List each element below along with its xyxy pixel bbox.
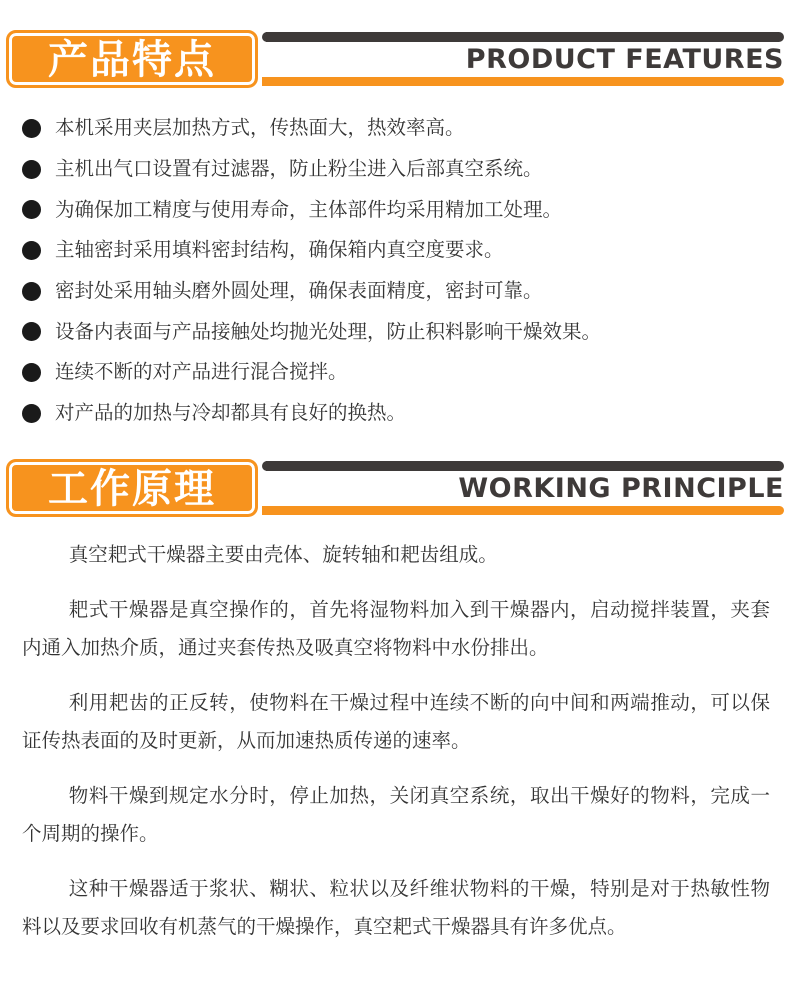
features-header — [0, 30, 790, 92]
bullet-icon — [22, 404, 41, 423]
principle-title-en: WORKING PRINCIPLE — [458, 473, 784, 504]
feature-text: 连续不断的对产品进行混合搅拌。 — [55, 360, 348, 384]
feature-text: 主轴密封采用填料密封结构，确保箱内真空度要求。 — [55, 238, 504, 262]
bullet-icon — [22, 241, 41, 260]
list-item — [22, 230, 601, 271]
feature-text: 主机出气口设置有过滤器，防止粉尘进入后部真空系统。 — [55, 157, 543, 181]
feature-text: 对产品的加热与冷却都具有良好的换热。 — [55, 401, 407, 425]
features-list — [22, 108, 601, 434]
list-item — [22, 149, 601, 190]
feature-text: 为确保加工精度与使用寿命，主体部件均采用精加工处理。 — [55, 197, 563, 221]
features-title-cn: 产品特点 — [48, 37, 216, 83]
features-title-en: PRODUCT FEATURES — [465, 44, 784, 75]
principle-paragraph: 真空耙式干燥器主要由壳体、旋转轴和耙齿组成。 — [68, 543, 498, 566]
features-dark-bar — [266, 32, 784, 42]
features-title-box — [6, 30, 258, 88]
list-item — [22, 352, 601, 393]
principle-title-box — [6, 459, 258, 517]
bullet-icon — [22, 282, 41, 301]
principle-title-cn: 工作原理 — [48, 466, 216, 512]
bullet-icon — [22, 119, 41, 138]
principle-orange-bar — [262, 506, 784, 515]
list-item — [22, 108, 601, 149]
principle-paragraph: 利用耙齿的正反转，使物料在干燥过程中连续不断的向中间和两端推动，可以保证传热表面的及时更新，从而加速热质传递的速率。 — [22, 691, 770, 752]
principle-paragraph: 这种干燥器适于浆状、糊状、粒状以及纤维状物料的干燥，特别是对于热敏性物料以及要求回收有机蒸气的干燥操作，真空耙式干燥器具有许多优点。 — [22, 877, 770, 938]
list-item — [22, 189, 601, 230]
bullet-icon — [22, 322, 41, 341]
bullet-icon — [22, 363, 41, 382]
principle-paragraph: 物料干燥到规定水分时，停止加热，关闭真空系统，取出干燥好的物料，完成一个周期的操作。 — [22, 784, 770, 845]
principle-body — [22, 536, 770, 963]
bullet-icon — [22, 200, 41, 219]
feature-text: 设备内表面与产品接触处均抛光处理，防止积料影响干燥效果。 — [55, 319, 602, 343]
bullet-icon — [22, 160, 41, 179]
features-orange-bar — [262, 77, 784, 86]
feature-text: 密封处采用轴头磨外圆处理，确保表面精度，密封可靠。 — [55, 279, 543, 303]
list-item — [22, 393, 601, 434]
list-item — [22, 271, 601, 312]
feature-text: 本机采用夹层加热方式，传热面大，热效率高。 — [55, 116, 465, 140]
principle-dark-bar — [266, 461, 784, 471]
principle-paragraph: 耙式干燥器是真空操作的，首先将湿物料加入到干燥器内，启动搅拌装置，夹套内通入加热介质，通过夹套传热及吸真空将物料中水份排出。 — [22, 598, 770, 659]
principle-header — [0, 459, 790, 521]
list-item — [22, 311, 601, 352]
